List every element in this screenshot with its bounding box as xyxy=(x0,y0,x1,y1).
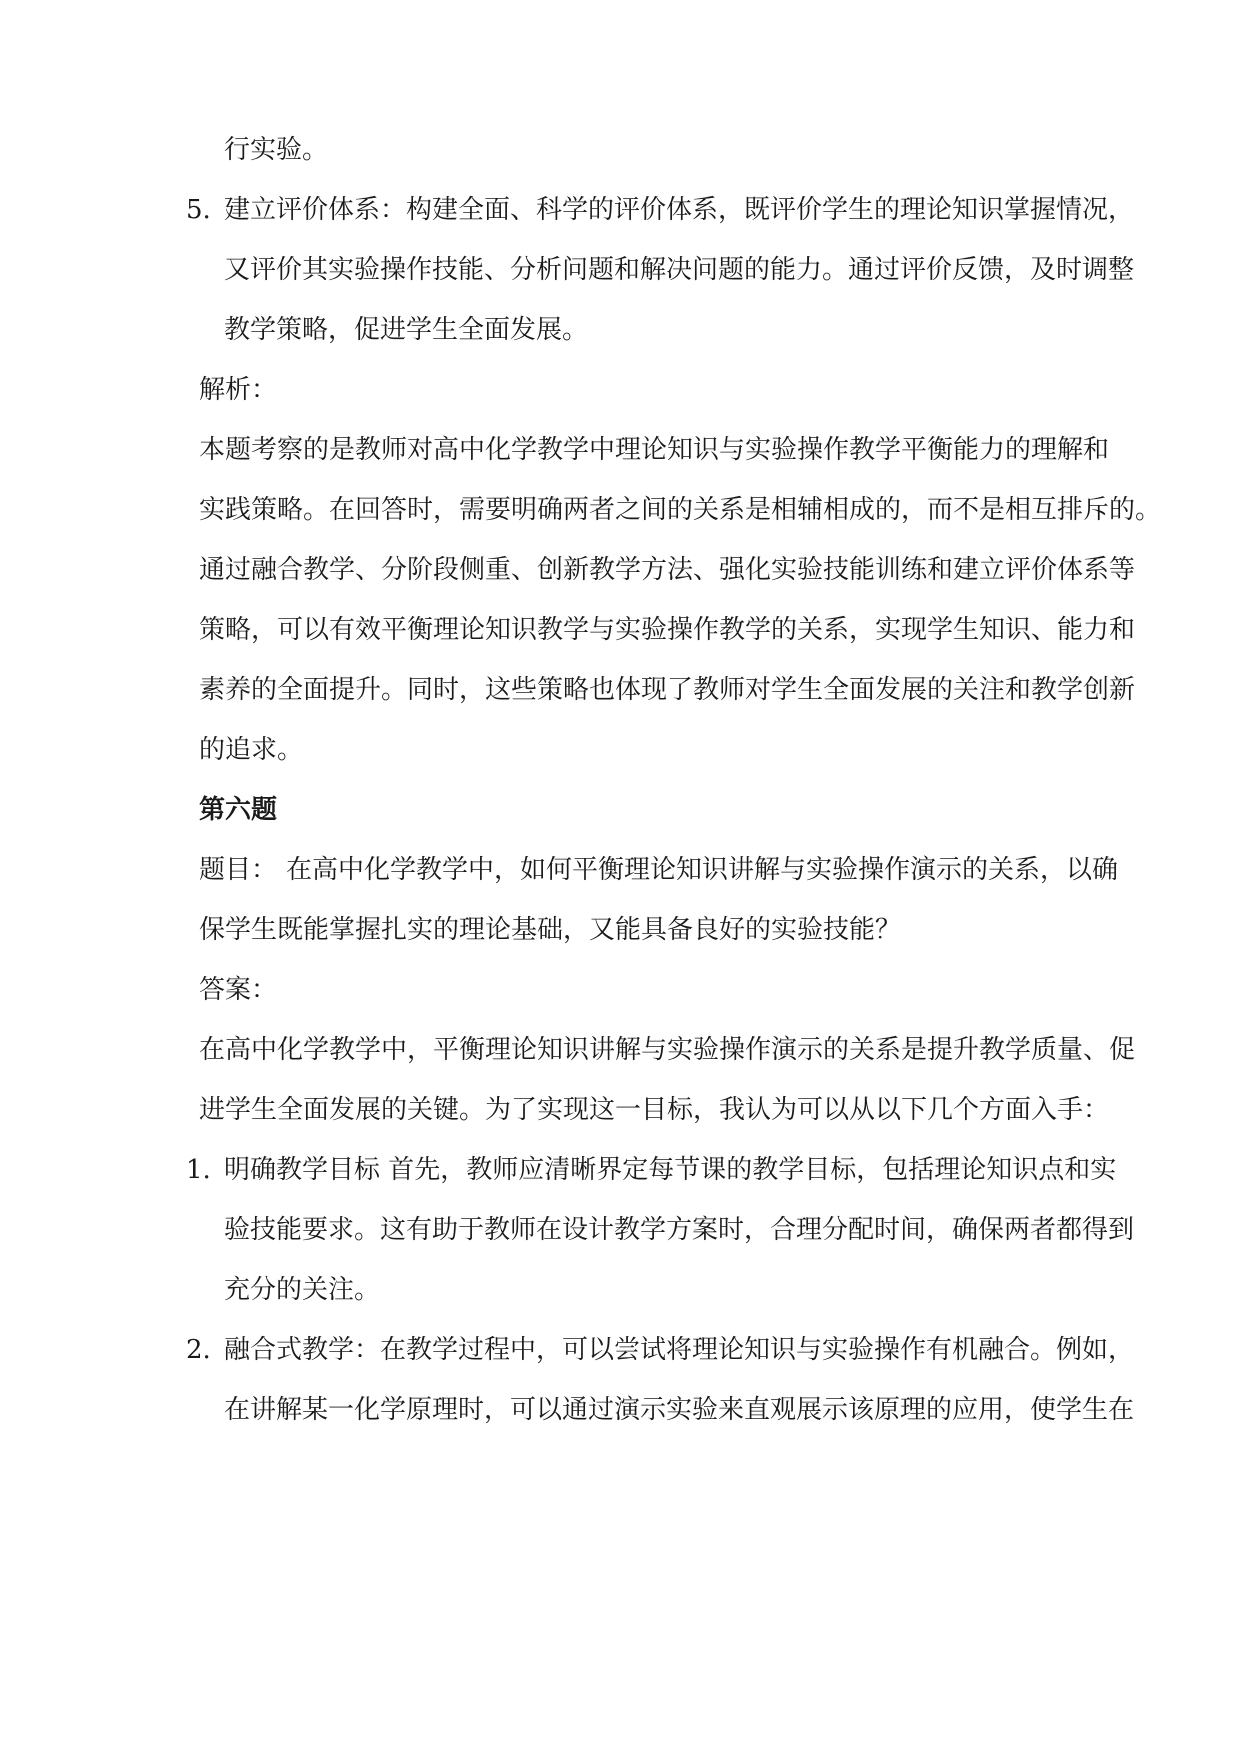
analysis-line-2: 实践策略。在回答时，需要明确两者之间的关系是相辅相成的，而不是相互排斥的。 xyxy=(199,495,1162,525)
analysis-label: 解析： xyxy=(199,375,278,405)
question-line-2: 保学生既能掌握扎实的理论基础，又能具备良好的实验技能？ xyxy=(199,915,902,945)
item4-continuation: 行实验。 xyxy=(224,135,329,165)
item5-line-2: 又评价其实验操作技能、分析问题和解决问题的能力。通过评价反馈，及时调整 xyxy=(224,255,1135,285)
analysis-line-6: 的追求。 xyxy=(199,735,304,765)
answer-item2-line-2: 在讲解某一化学原理时，可以通过演示实验来直观展示该原理的应用，使学生在 xyxy=(224,1395,1135,1425)
answer-intro-line-2: 进学生全面发展的关键。为了实现这一目标，我认为可以从以下几个方面入手： xyxy=(199,1095,1110,1125)
analysis-line-4: 策略，可以有效平衡理论知识教学与实验操作教学的关系，实现学生知识、能力和 xyxy=(199,615,1136,645)
answer-item1-line-1: 明确教学目标 首先，教师应清晰界定每节课的教学目标，包括理论知识点和实 xyxy=(224,1155,1117,1185)
answer-item1-number: 1. xyxy=(186,1155,211,1185)
item5-line-3: 教学策略，促进学生全面发展。 xyxy=(224,315,589,345)
item5-number: 5. xyxy=(186,195,211,225)
answer-item1-line-3: 充分的关注。 xyxy=(224,1275,381,1305)
answer-item1-line-2: 验技能要求。这有助于教师在设计教学方案时，合理分配时间，确保两者都得到 xyxy=(224,1215,1135,1245)
section-heading: 第六题 xyxy=(199,795,278,825)
answer-label: 答案： xyxy=(199,975,278,1005)
analysis-line-5: 素养的全面提升。同时，这些策略也体现了教师对学生全面发展的关注和教学创新 xyxy=(199,675,1136,705)
answer-intro-line-1: 在高中化学教学中，平衡理论知识讲解与实验操作演示的关系是提升教学质量、促 xyxy=(199,1035,1136,1065)
question-line-1: 在高中化学教学中，如何平衡理论知识讲解与实验操作演示的关系，以确 xyxy=(286,855,1119,885)
analysis-line-1: 本题考察的是教师对高中化学教学中理论知识与实验操作教学平衡能力的理解和 xyxy=(199,435,1110,465)
answer-item2-line-1: 融合式教学：在教学过程中，可以尝试将理论知识与实验操作有机融合。例如， xyxy=(224,1335,1135,1365)
question-label: 题目： xyxy=(199,855,278,885)
item5-line-1: 建立评价体系：构建全面、科学的评价体系，既评价学生的理论知识掌握情况， xyxy=(224,195,1135,225)
answer-item2-number: 2. xyxy=(186,1335,211,1365)
analysis-line-3: 通过融合教学、分阶段侧重、创新教学方法、强化实验技能训练和建立评价体系等 xyxy=(199,555,1136,585)
